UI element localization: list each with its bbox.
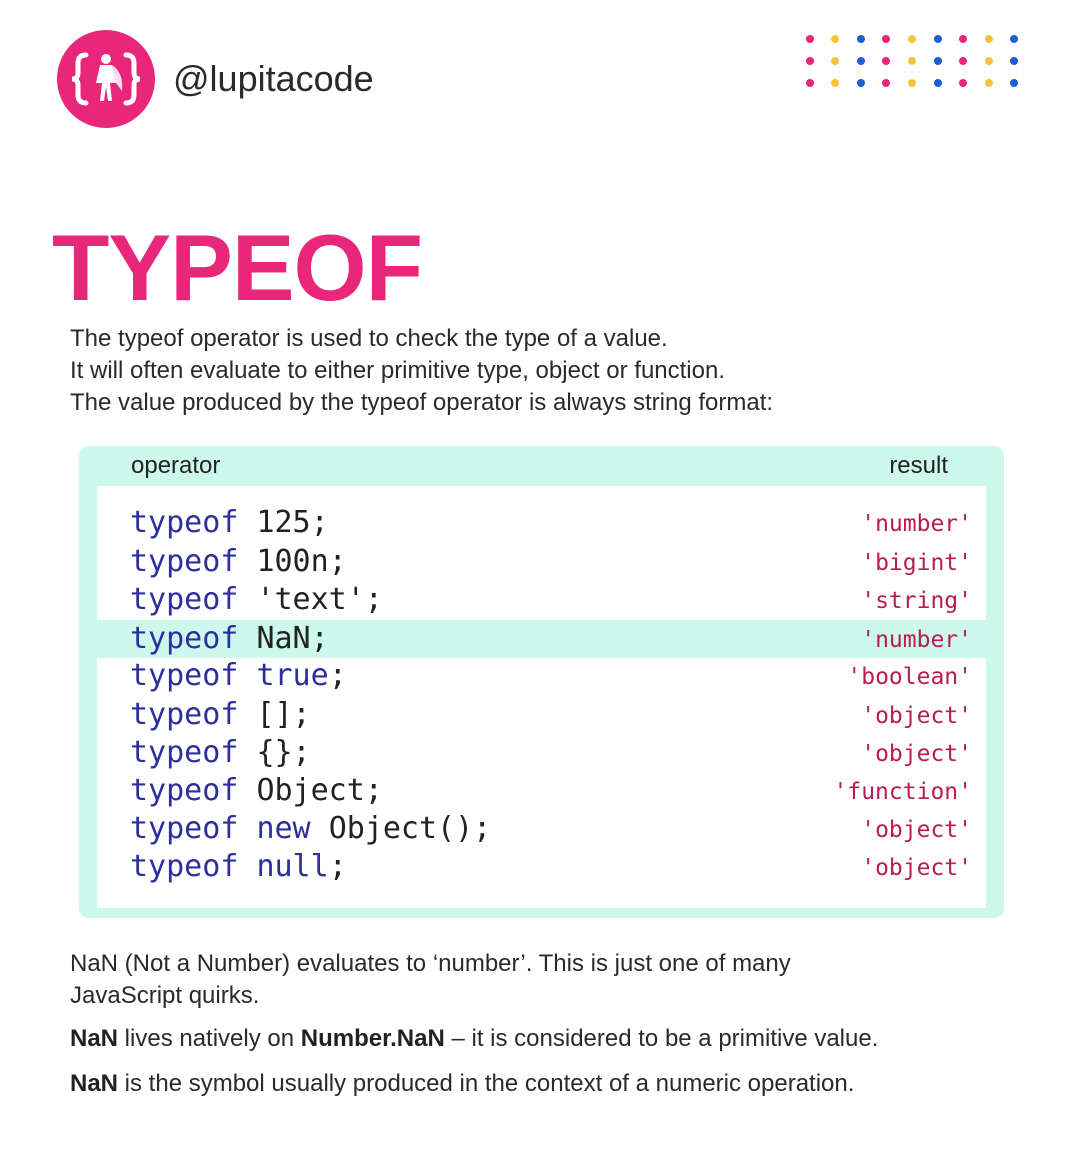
- table-row: [97, 620, 986, 658]
- table-body: [97, 486, 986, 908]
- table-row: [97, 504, 986, 542]
- typeof-keyword: typeof: [130, 811, 239, 846]
- code-keyword: true: [256, 658, 329, 693]
- result-value: 'bigint': [861, 550, 972, 576]
- decorative-dot: [831, 57, 839, 65]
- decorative-dot: [934, 57, 942, 65]
- typeof-keyword: typeof: [130, 658, 239, 693]
- header: [57, 30, 374, 128]
- decorative-dot: [908, 79, 916, 87]
- code-expression: [130, 505, 329, 541]
- intro-text: [70, 323, 773, 419]
- table-row: [97, 848, 986, 886]
- code-expression: [130, 697, 311, 733]
- page-title: TYPEOF: [52, 215, 423, 320]
- note-line: NaN (Not a Number) evaluates to ‘number’. This is just one of many: [70, 950, 791, 977]
- decorative-dot: [959, 35, 967, 43]
- code-expression: [130, 582, 383, 618]
- result-value: 'number': [861, 627, 972, 653]
- intro-line: It will often evaluate to either primitive type, object or function.: [70, 357, 725, 384]
- note-text: is the symbol usually produced in the context of a numeric operation.: [118, 1070, 855, 1097]
- intro-line: The value produced by the typeof operator is always string format:: [70, 389, 774, 416]
- code-expression: [130, 658, 347, 694]
- decorative-dot: [1010, 57, 1018, 65]
- code-expression: [130, 773, 383, 809]
- decorative-dot: [1010, 35, 1018, 43]
- hero-braces-icon: [66, 39, 146, 119]
- table-header: [79, 446, 1004, 484]
- code-operand: 125;: [256, 505, 329, 540]
- code-operand: ;: [328, 658, 347, 693]
- decorative-dot: [831, 35, 839, 43]
- typeof-keyword: typeof: [130, 773, 239, 808]
- code-operand: {};: [256, 735, 311, 770]
- decorative-dot: [882, 79, 890, 87]
- note-nan-symbol: [70, 1067, 1030, 1101]
- result-value: 'object': [861, 855, 972, 881]
- decorative-dot: [831, 79, 839, 87]
- code-expression: [130, 735, 311, 771]
- code-keyword: new: [256, 811, 311, 846]
- code-expression: [130, 544, 347, 580]
- note-bold: Number.NaN: [300, 1025, 445, 1052]
- author-handle: @lupitacode: [173, 58, 374, 99]
- result-column-header: result: [889, 452, 948, 479]
- table-row: [97, 543, 986, 581]
- code-expression: [130, 849, 347, 885]
- code-operand: 100n;: [256, 544, 347, 579]
- code-operand: ;: [328, 849, 347, 884]
- result-value: 'number': [861, 511, 972, 537]
- decorative-dot: [882, 57, 890, 65]
- code-operand: NaN;: [256, 621, 329, 656]
- decorative-dot: [985, 79, 993, 87]
- note-text: lives natively on: [118, 1025, 301, 1052]
- note-bold: NaN: [70, 1070, 119, 1097]
- typeof-keyword: typeof: [130, 544, 239, 579]
- note-number-nan: [70, 1022, 1030, 1056]
- code-operand: Object();: [328, 811, 492, 846]
- code-operand: [];: [256, 697, 311, 732]
- result-value: 'boolean': [847, 664, 972, 690]
- decorative-dot: [985, 57, 993, 65]
- decorative-dot-grid: [797, 28, 1027, 94]
- typeof-keyword: typeof: [130, 697, 239, 732]
- intro-line: The typeof operator is used to check the type of a value.: [70, 325, 668, 352]
- decorative-dot: [806, 57, 814, 65]
- decorative-dot: [857, 79, 865, 87]
- brand-logo: [57, 30, 155, 128]
- decorative-dot: [908, 35, 916, 43]
- decorative-dot: [934, 35, 942, 43]
- operator-column-header: operator: [131, 452, 221, 479]
- note-text: – it is considered to be a primitive value.: [444, 1025, 879, 1052]
- table-row: [97, 810, 986, 848]
- decorative-dot: [959, 57, 967, 65]
- decorative-dot: [857, 57, 865, 65]
- table-row: [97, 657, 986, 695]
- decorative-dot: [857, 35, 865, 43]
- decorative-dot: [934, 79, 942, 87]
- code-operand: Object;: [256, 773, 383, 808]
- result-value: 'object': [861, 817, 972, 843]
- code-operand: 'text';: [256, 582, 383, 617]
- table-row: [97, 734, 986, 772]
- typeof-keyword: typeof: [130, 849, 239, 884]
- result-value: 'function': [833, 779, 972, 805]
- result-value: 'object': [861, 741, 972, 767]
- decorative-dot: [882, 35, 890, 43]
- table-row: [97, 696, 986, 734]
- table-row: [97, 581, 986, 619]
- notes: [70, 948, 1030, 1101]
- code-expression: [130, 811, 491, 847]
- typeof-keyword: typeof: [130, 735, 239, 770]
- typeof-keyword: typeof: [130, 582, 239, 617]
- code-expression: [130, 621, 329, 657]
- decorative-dot: [1010, 79, 1018, 87]
- table-row: [97, 772, 986, 810]
- typeof-table: [79, 446, 1004, 918]
- result-value: 'string': [861, 588, 972, 614]
- result-value: 'object': [861, 703, 972, 729]
- decorative-dot: [908, 57, 916, 65]
- decorative-dot: [985, 35, 993, 43]
- decorative-dot: [806, 79, 814, 87]
- note-bold: NaN: [70, 1025, 119, 1052]
- note-nan-quirk: [70, 948, 1030, 1012]
- decorative-dot: [806, 35, 814, 43]
- typeof-keyword: typeof: [130, 505, 239, 540]
- decorative-dot: [959, 79, 967, 87]
- note-line: JavaScript quirks.: [70, 982, 260, 1009]
- code-keyword: null: [256, 849, 329, 884]
- typeof-keyword: typeof: [130, 621, 239, 656]
